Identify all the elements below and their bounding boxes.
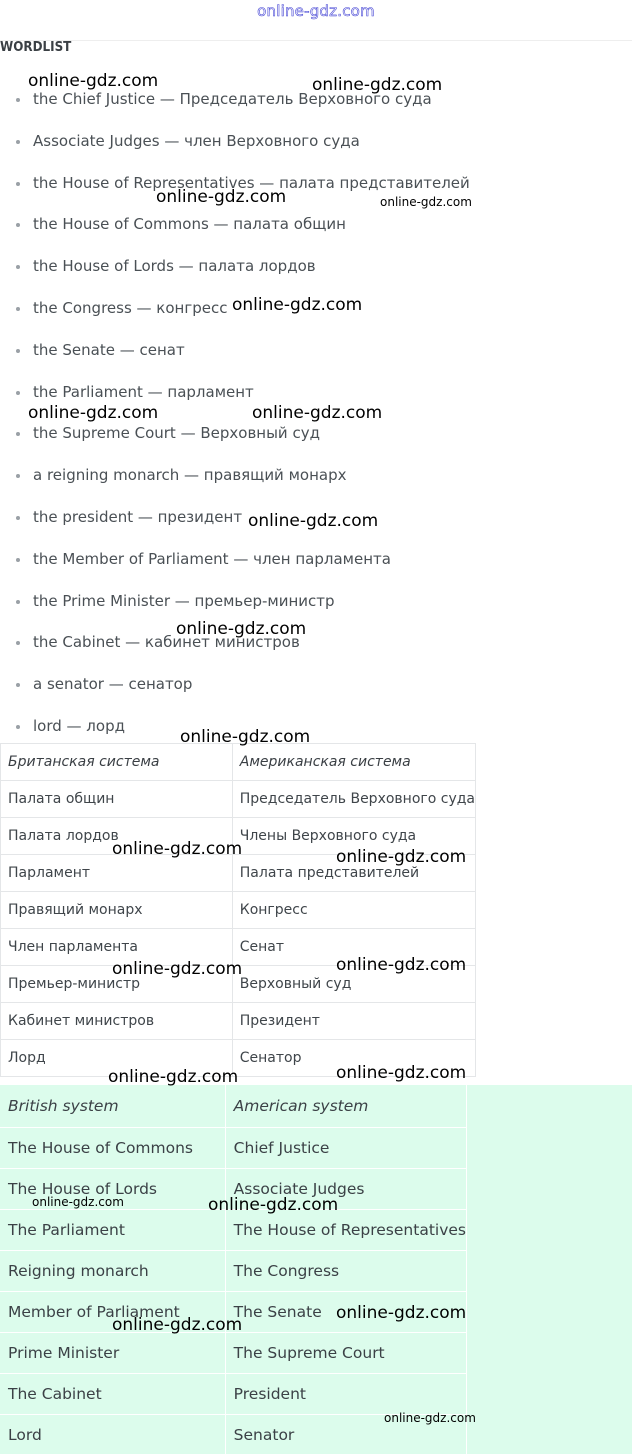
wordlist-item: the House of Commons — палата общин — [0, 204, 520, 246]
table-row — [1, 929, 476, 966]
table-row — [0, 1332, 467, 1373]
watermark: online-gdz.com — [180, 727, 311, 747]
watermark: online-gdz.com — [112, 1315, 243, 1335]
table-header-row — [1, 744, 476, 781]
table-row — [1, 818, 476, 855]
table-row — [0, 1250, 467, 1291]
table-cell: The Cabinet — [0, 1373, 225, 1414]
watermark: online-gdz.com — [252, 403, 383, 423]
bullet-icon — [16, 474, 20, 478]
wordlist-item: the Cabinet — кабинет министров — [0, 622, 520, 664]
wordlist-item: the Chief Justice — Председатель Верховного суда — [0, 79, 520, 121]
table-cell: Конгресс — [232, 892, 475, 929]
table-cell: Парламент — [1, 855, 233, 892]
bullet-icon — [16, 725, 20, 729]
wordlist-title: WORDLIST — [0, 40, 72, 55]
bullet-icon — [16, 223, 20, 227]
table-cell: Член парламента — [1, 929, 233, 966]
wordlist-item: Associate Judges — член Верховного суда — [0, 121, 520, 163]
wordlist-item: the Congress — конгресс — [0, 288, 520, 330]
table-cell: Премьер-министр — [1, 966, 233, 1003]
table-row — [1, 781, 476, 818]
table-row — [0, 1127, 467, 1168]
table-cell: Associate Judges — [225, 1168, 466, 1209]
table-header-row — [0, 1085, 467, 1127]
table-cell: Президент — [232, 1003, 475, 1040]
bullet-icon — [16, 265, 20, 269]
site-header — [0, 0, 632, 41]
bullet-icon — [16, 140, 20, 144]
russian-comparison-table — [0, 743, 476, 1077]
watermark: online-gdz.com — [112, 959, 243, 979]
bullet-icon — [16, 391, 20, 395]
bullet-icon — [16, 600, 20, 604]
wordlist-item: the president — президент — [0, 497, 520, 539]
table-cell: The House of Commons — [0, 1127, 225, 1168]
table-cell: Кабинет министров — [1, 1003, 233, 1040]
table-cell: The Supreme Court — [225, 1332, 466, 1373]
table-cell: Палата лордов — [1, 818, 233, 855]
table-cell: Member of Parliament — [0, 1291, 225, 1332]
table-cell: The Senate — [225, 1291, 466, 1332]
table-cell: Правящий монарх — [1, 892, 233, 929]
table-row — [1, 855, 476, 892]
wordlist-item: the House of Representatives — палата представителей — [0, 163, 520, 205]
table-cell: Верховный суд — [232, 966, 475, 1003]
table-cell: The House of Lords — [0, 1168, 225, 1209]
table-cell: Chief Justice — [225, 1127, 466, 1168]
wordlist-item: a reigning monarch — правящий монарх — [0, 455, 520, 497]
table-cell: The Congress — [225, 1250, 466, 1291]
wordlist-item: the Member of Parliament — член парламента — [0, 539, 520, 581]
watermark: online-gdz.com — [232, 295, 363, 315]
table-row — [1, 1003, 476, 1040]
watermark: online-gdz.com — [112, 839, 243, 859]
wordlist-item: the Parliament — парламент — [0, 372, 520, 414]
table-row — [0, 1291, 467, 1332]
table-row — [1, 966, 476, 1003]
watermark: online-gdz.com — [312, 75, 443, 95]
table-cell: The House of Representatives — [225, 1209, 466, 1250]
table-row — [0, 1414, 467, 1455]
table-cell: Члены Верховного суда — [232, 818, 475, 855]
bullet-icon — [16, 349, 20, 353]
watermark: online-gdz.com — [248, 511, 379, 531]
wordlist-item: a senator — сенатор — [0, 664, 520, 706]
watermark: online-gdz.com — [336, 1303, 467, 1323]
wordlist-item: the Supreme Court — Верховный суд — [0, 413, 520, 455]
table-header-cell: Американская система — [232, 744, 475, 781]
table-cell: The Parliament — [0, 1209, 225, 1250]
watermark: online-gdz.com — [108, 1067, 239, 1087]
bullet-icon — [16, 558, 20, 562]
watermark: online-gdz.com — [336, 1063, 467, 1083]
wordlist — [0, 79, 520, 748]
table-cell: Senator — [225, 1414, 466, 1455]
table-row — [1, 1040, 476, 1077]
english-comparison-table — [0, 1085, 467, 1456]
table-cell: Председатель Верховного суда — [232, 781, 475, 818]
site-logo[interactable]: online-gdz.com — [257, 2, 375, 20]
table-cell: Prime Minister — [0, 1332, 225, 1373]
table-cell: Сенат — [232, 929, 475, 966]
wordlist-item: the Prime Minister — премьер-министр — [0, 581, 520, 623]
watermark: online-gdz.com — [380, 195, 472, 209]
wordlist-item: the House of Lords — палата лордов — [0, 246, 520, 288]
table-row — [0, 1209, 467, 1250]
table-cell: Сенатор — [232, 1040, 475, 1077]
table-header-cell: American system — [225, 1085, 466, 1127]
table-row — [0, 1373, 467, 1414]
table-header-cell: Британская система — [1, 744, 233, 781]
watermark: online-gdz.com — [28, 403, 159, 423]
watermark: online-gdz.com — [176, 619, 307, 639]
wordlist-item: lord — лорд — [0, 706, 520, 748]
table-cell: Лорд — [1, 1040, 233, 1077]
watermark: online-gdz.com — [336, 955, 467, 975]
bullet-icon — [16, 683, 20, 687]
watermark: online-gdz.com — [336, 847, 467, 867]
bullet-icon — [16, 432, 20, 436]
wordlist-item: the Senate — сенат — [0, 330, 520, 372]
watermark: online-gdz.com — [28, 71, 159, 91]
table-cell: Палата представителей — [232, 855, 475, 892]
watermark: online-gdz.com — [384, 1411, 476, 1425]
bullet-icon — [16, 182, 20, 186]
watermark: online-gdz.com — [208, 1195, 339, 1215]
table-row — [0, 1168, 467, 1209]
table-cell: Lord — [0, 1414, 225, 1455]
bullet-icon — [16, 516, 20, 520]
table-cell: Палата общин — [1, 781, 233, 818]
watermark: online-gdz.com — [32, 1195, 124, 1209]
table-header-cell: British system — [0, 1085, 225, 1127]
watermark: online-gdz.com — [156, 187, 287, 207]
bullet-icon — [16, 641, 20, 645]
bullet-icon — [16, 98, 20, 102]
table-cell: President — [225, 1373, 466, 1414]
bullet-icon — [16, 307, 20, 311]
table-cell: Reigning monarch — [0, 1250, 225, 1291]
table-row — [1, 892, 476, 929]
